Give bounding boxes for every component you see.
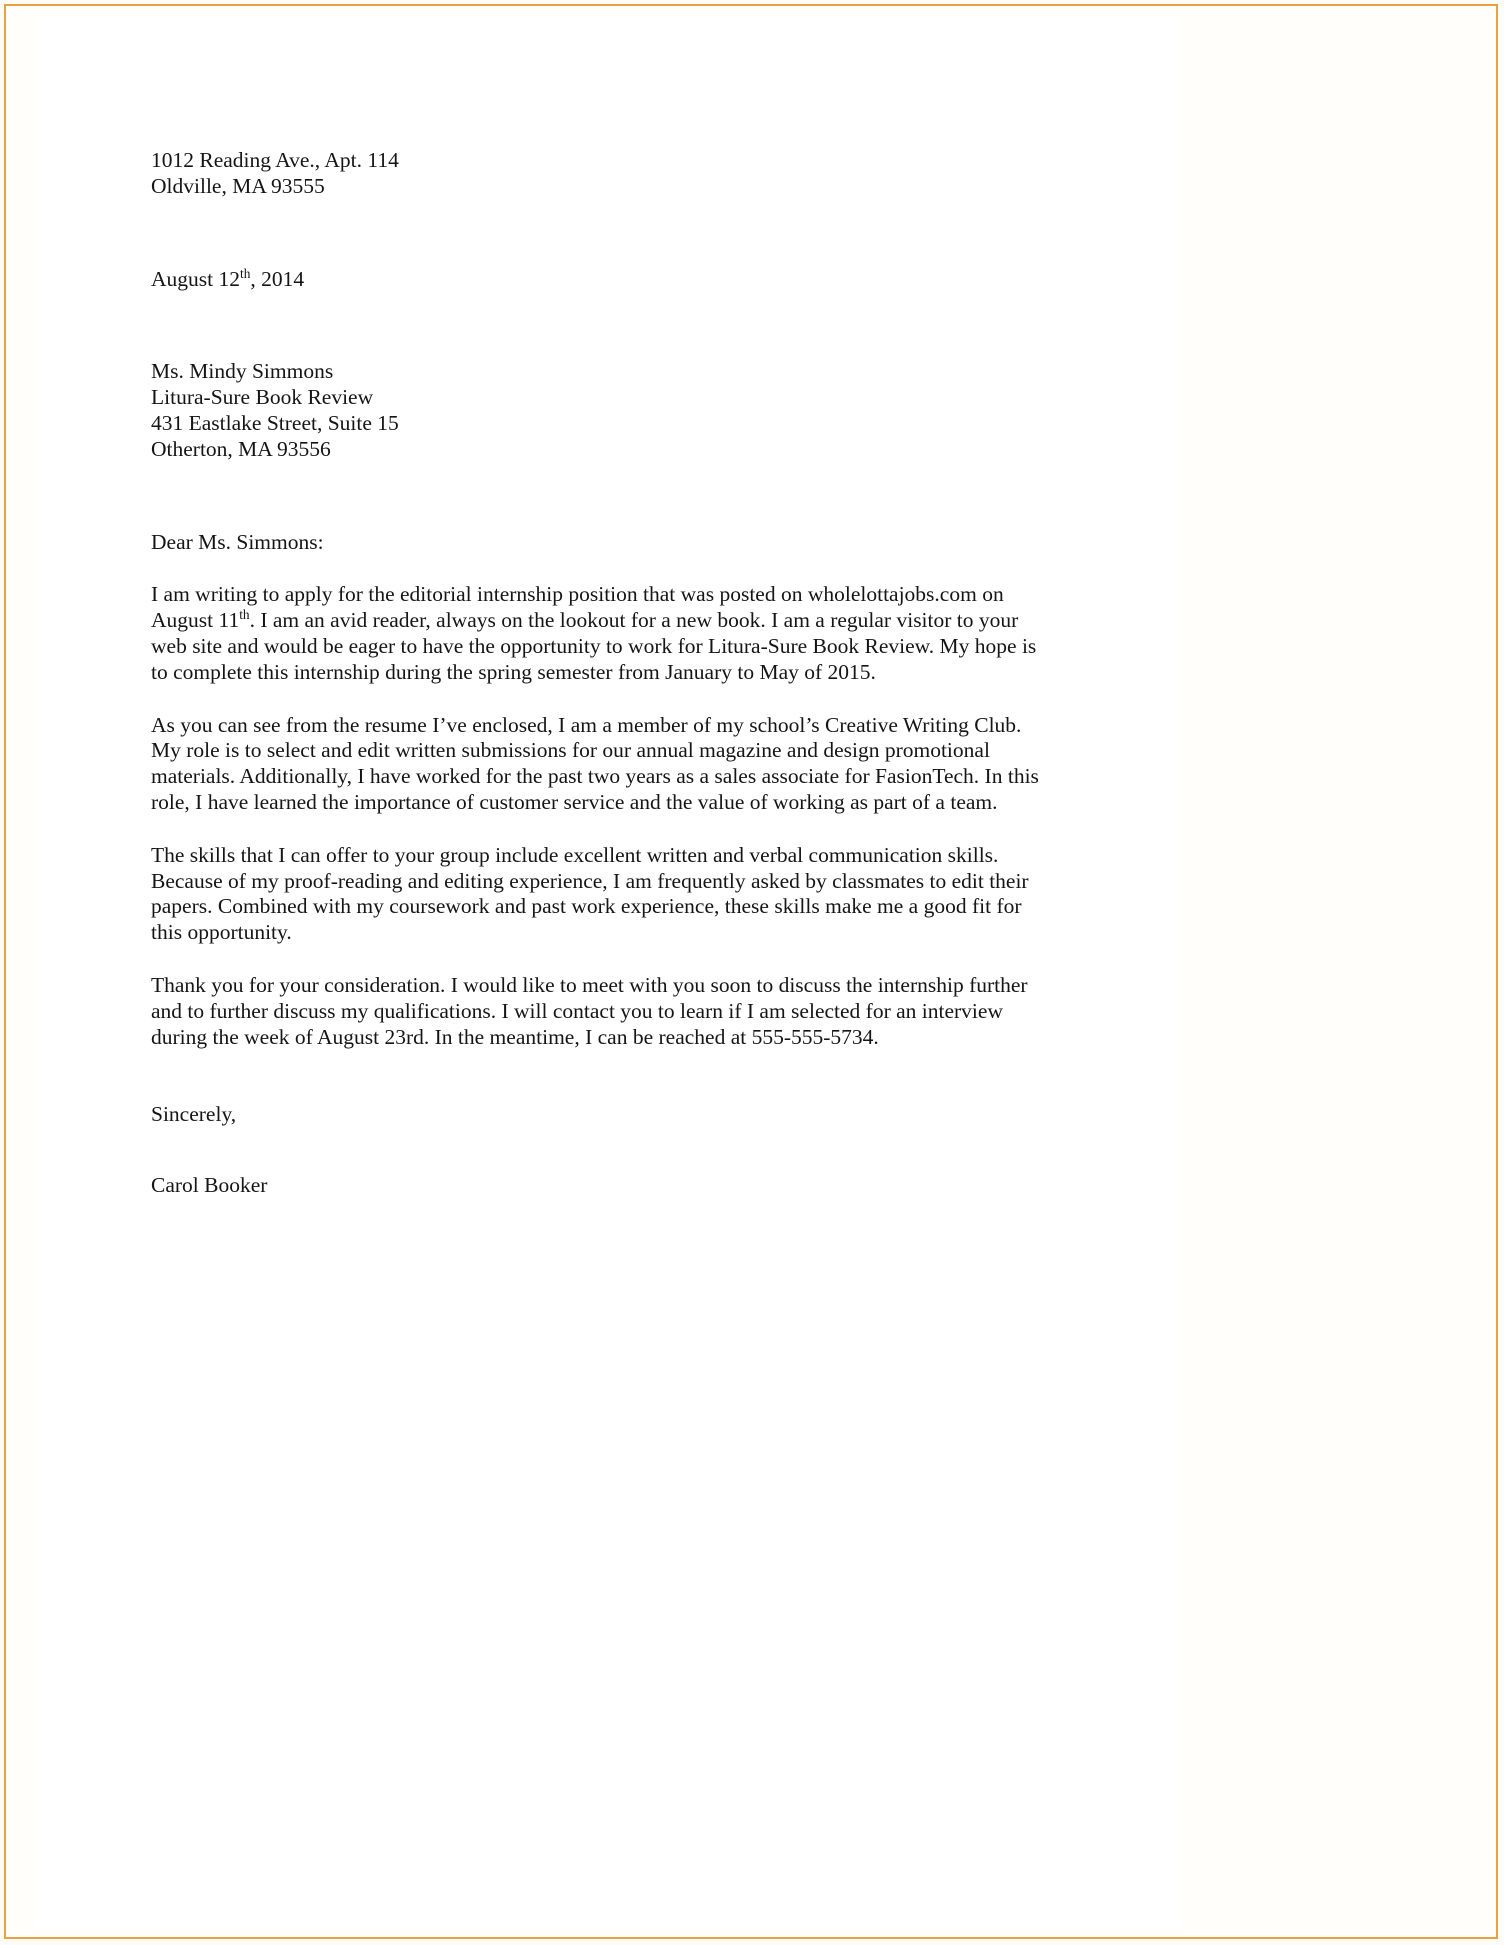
spacer-before-closing [151,1050,1056,1102]
paragraph-1-text-before-ordinal: I am writing to apply for the editorial internship position that was posted on wholelottajobs.com on August 11 [151,582,1004,633]
body-paragraph-2: As you can see from the resume I’ve enclosed, I am a member of my school’s Creative Writing Club. My role is to select and edit written submissions for our annual magazine and design promotional materials. Additionally, I have worked for the past two years as a sales associate for FasionTech. In this role, I have learned the importance of customer service and the value of working as part of a team. [151,712,1039,814]
date-month-day: August 12 [151,266,240,291]
return-address-line-2: Oldville, MA 93555 [151,173,325,198]
recipient-street: 431 Eastlake Street, Suite 15 [151,410,399,435]
letter-content [151,148,1056,1199]
date-year: , 2014 [250,266,305,291]
recipient-name: Ms. Mindy Simmons [151,359,334,384]
spacer-after-paragraph-1 [151,686,1056,713]
body-paragraph-4: Thank you for your consideration. I would like to meet with you soon to discuss the internship further and to further discuss my qualifications. I will contact you to learn if I am selected for an interview during the week of August 23rd. In the meantime, I can be reached at 555-555-5734. [151,972,1028,1049]
salutation: Dear Ms. Simmons: [151,529,324,554]
closing-salutation: Sincerely, [151,1102,237,1127]
letter-sheet [34,16,1182,1928]
recipient-address-block [151,359,1056,462]
recipient-city-state-zip: Otherton, MA 93556 [151,436,331,461]
body-paragraph-3: The skills that I can offer to your group include excellent written and verbal communication skills. Because of my proof-reading and editing experience, I am frequently asked by classmates to edit their papers. Combined with my coursework and past work experience, these skills make me a good fit for this opportunity. [151,842,1029,945]
spacer-after-paragraph-3 [151,946,1056,973]
signature-name: Carol Booker [151,1173,268,1198]
paragraph-1-text-after-ordinal: . I am an avid reader, always on the lookout for a new book. I am a regular visitor to your web site and would be eager to have the opportunity to work for Litura-Sure Book Review. My hope is to complete this internship during the spring semester from January to May of 2015. [151,608,1037,684]
paragraph-1-ordinal-suffix: th [239,607,250,623]
spacer-after-return-address [151,200,1056,267]
spacer-after-salutation [151,555,1056,582]
body-paragraph-1 [151,582,1056,685]
return-address-block [151,148,1056,200]
spacer-after-recipient [151,463,1056,530]
recipient-company: Litura-Sure Book Review [151,385,374,410]
spacer-after-date [151,292,1056,359]
letter-date [151,267,1056,293]
page-border-frame [4,4,1498,1939]
spacer-after-paragraph-2 [151,816,1056,843]
return-address-line-1: 1012 Reading Ave., Apt. 114 [151,148,399,172]
date-ordinal-suffix: th [240,265,251,281]
signature-space [151,1128,1056,1173]
